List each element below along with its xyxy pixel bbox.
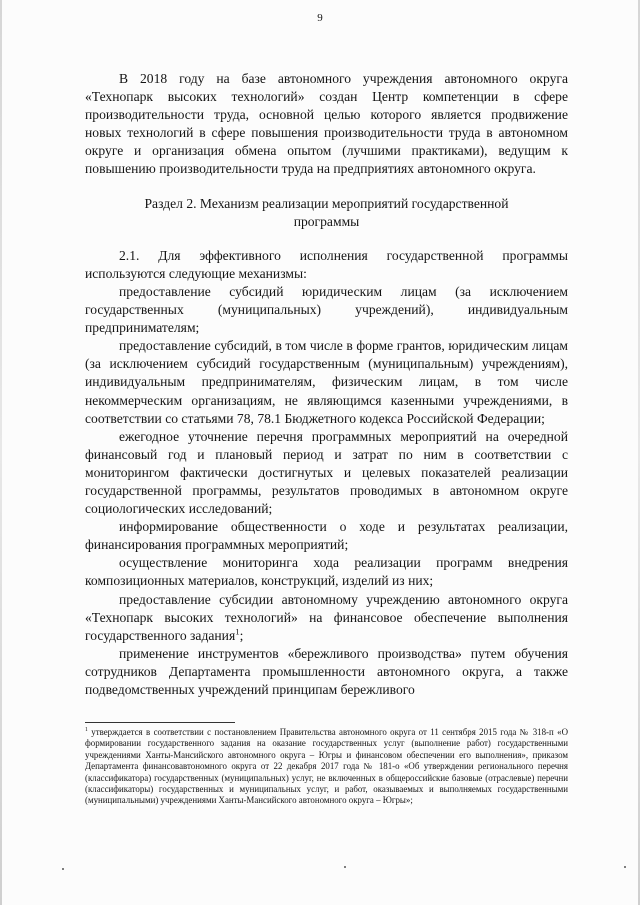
scan-speck [62, 868, 64, 870]
mechanism-item: осуществление мониторинга хода реализации программ внедрения композиционных материалов, конструкций, изделий из них; [85, 555, 568, 589]
mechanism-item: ежегодное уточнение перечня программных мероприятий на очередной финансовый год и плановый период и затрат по ним в соответствии с мониторингом фактически достигнутых и целевых показателей реализации государственной программы, результатов проводимых в автономном округе социологических исследований; [85, 428, 568, 517]
subsidy-text-end: ; [239, 627, 244, 643]
footnote-text: утверждается в соответствии с постановлением Правительства автономного округа от 11 сентября 2015 года № 318-п «О формировании государственного задания на оказание государственных услуг (выполнение работ) государственными учреждениями Ханты-Мансийского автономного округа – Югры и финансовом обеспечении его выполнения», приказом Департамента финансовавтономного округа от 22 декабря 2017 года № 181-о «Об утверждении регионального перечня (классификатора) государственных (муниципальных) услуг, не включенных в общероссийские базовые (отраслевые) перечни (классификаторы) государственных и муниципальных услуг, и работ, оказываемых и выполняемых государственными (муниципальными) учреждениями Ханты-Мансийского автономного округа – Югры»; [85, 727, 568, 806]
footnote-reference: 1 [235, 626, 240, 637]
mechanism-item-subsidy [85, 591, 568, 645]
footnote [85, 727, 568, 807]
footnote-mark: 1 [85, 727, 88, 734]
mechanism-item-lean: применение инструментов «бережливого производства» путем обучения сотрудников Департамента промышленности автономного округа, а также подведомственных учреждений принципам бережливого [85, 645, 568, 697]
intro-paragraph: В 2018 году на базе автономного учреждения автономного округа «Технопарк высоких технологий» создан Центр компетенции в сфере производительности труда, основной целью которого является продвижение новых технологий в сфере повышения производительности труда в автономном округе и организация обмена опытом (лучшими практиками), ведущим к повышению производительности труда на предприятиях автономного округа. [85, 71, 568, 177]
scan-speck [624, 866, 626, 868]
subsidy-text: предоставление субсидии автономному учреждению автономного округа «Технопарк высоких технологий» на финансовое обеспечение выполнения государственного задания [85, 591, 568, 643]
mechanism-item: предоставление субсидий юридическим лицам (за исключением государственных (муниципальных) учреждений), индивидуальным предпринимателям; [85, 283, 568, 336]
document-body [85, 70, 568, 699]
scan-edge-left [0, 0, 2, 905]
mechanism-item: информирование общественности о ходе и результатах реализации, финансирования программных мероприятий; [85, 519, 568, 553]
section-intro-paragraph: 2.1. Для эффективного исполнения государственной программы используются следующие механизмы: [85, 247, 568, 281]
footnote-separator [85, 722, 235, 723]
scan-speck [344, 866, 346, 868]
mechanism-item: предоставление субсидий, в том числе в форме грантов, юридическим лицам (за исключением субсидий государственным (муниципальным) учреждениям), индивидуальным предпринимателям, физическим лицам, в том числе некоммерческим организациям, не являющимся казенными учреждениями, в соответствии со статьями 78, 78.1 Бюджетного кодекса Российской Федерации; [85, 338, 568, 426]
page-number: 9 [317, 12, 323, 24]
section-heading: Раздел 2. Механизм реализации мероприятий государственной программы [144, 195, 509, 229]
